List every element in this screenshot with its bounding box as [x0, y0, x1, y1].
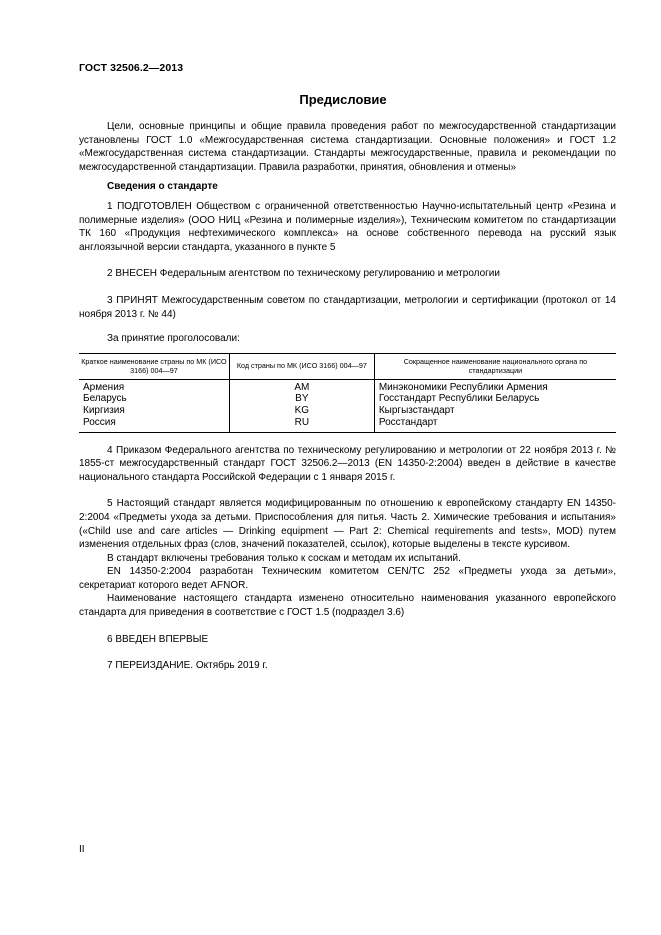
header-country-code: Код страны по МК (ИСО 3166) 004—97 — [229, 353, 374, 379]
item-5-origin: EN 14350-2:2004 разработан Техническим комитетом CEN/TC 252 «Предметы ухода за детьми», секретариат которого ведет AFNOR. — [79, 566, 616, 591]
country-code: RU — [294, 416, 310, 428]
vote-intro: За принятие проголосовали: — [107, 333, 240, 345]
standards-body: Госстандарт Республики Беларусь — [378, 393, 540, 405]
item-4: 4 Приказом Федерального агентства по техническому регулированию и метрологии от 22 ноября 2013 г. № 1855-ст межгосударственный стандарт ГОСТ 32506.2—2013 (EN 14350-2:2004) введен в действие в качестве национального стандарта Российской Федерации с 1 января 2015 г. — [79, 444, 616, 483]
country-name: Беларусь — [83, 393, 127, 405]
country-name: Армения — [83, 381, 125, 393]
intro-paragraph: Цели, основные принципы и общие правила проведения работ по межгосударственной стандартизации установлены ГОСТ 1.0 «Межгосударственная система стандартизации. Основные положения» и ГОСТ 1.2 «Межгосударственная система стандартизации. Стандарты межгосударственные, правила и рекомендации по межгосударственной стандартизации. Правила разработки, принятия, обновления и отмены» — [79, 121, 616, 173]
country-code: BY — [295, 393, 309, 405]
voting-table — [79, 353, 616, 433]
header-country-name: Краткое наименование страны по МК (ИСО 3166) 004—97 — [79, 353, 229, 379]
standards-body: Росстандарт — [378, 416, 438, 428]
item-5-title-change: Наименование настоящего стандарта изменено относительно наименования указанного европейского стандарта для приведения в соответствие с ГОСТ 1.5 (подраздел 3.6) — [79, 593, 616, 619]
page-number: II — [79, 844, 85, 855]
standards-bodies-cell — [374, 379, 616, 432]
item-1: 1 ПОДГОТОВЛЕН Обществом с ограниченной ответственностью Научно-испытательный центр «Резина и полимерные изделия» (ООО НИЦ «Резина и полимерные изделия»), Техническим комитетом по стандартизации ТК 160 «Продукция нефтехимического комплекса» на основе собственного перевода на русский язык англоязычной версии стандарта, указанного в пункте 5 — [79, 200, 616, 253]
page-title: Предисловие — [299, 92, 387, 107]
item-7: 7 ПЕРЕИЗДАНИЕ. Октябрь 2019 г. — [107, 660, 268, 672]
item-2: 2 ВНЕСЕН Федеральным агентством по техническому регулированию и метрологии — [107, 268, 500, 280]
country-code: AM — [294, 381, 310, 393]
table-header-row — [79, 353, 616, 379]
item-5: 5 Настоящий стандарт является модифицированным по отношению к европейскому стандарту EN 14350-2:2004 «Предметы ухода за детьми. Приспособления для питья. Часть 2. Химические требования и испытания» («Child use and care articles — Drinking equipment — Part 2: Chemical requirements and tests», MOD) путем изменения отдельных фраз (слов, значений показателей, ссылок), которые выделены в тексте курсивом. — [79, 498, 616, 551]
standards-body: Минэкономики Республики Армения — [378, 381, 548, 393]
country-name: Киргизия — [83, 405, 125, 417]
section-heading: Сведения о стандарте — [107, 181, 218, 193]
item-6: 6 ВВЕДЕН ВПЕРВЫЕ — [107, 633, 209, 645]
country-codes-cell — [229, 379, 374, 432]
item-3: 3 ПРИНЯТ Межгосударственным советом по стандартизации, метрологии и сертификации (протокол от 14 ноября 2013 г. № 44) — [79, 294, 616, 320]
standards-body: Кыргызстандарт — [378, 405, 455, 417]
foreword-body — [79, 120, 616, 673]
table-row — [79, 379, 616, 432]
country-code: KG — [294, 405, 310, 417]
country-names-cell — [79, 379, 229, 432]
country-name: Россия — [83, 416, 116, 428]
item-5-scope: В стандарт включены требования только к соскам и методам их испытаний. — [107, 552, 461, 564]
header-standards-body: Сокращенное наименование национального органа по стандартизации — [374, 353, 616, 379]
document-code: ГОСТ 32506.2—2013 — [79, 62, 184, 74]
